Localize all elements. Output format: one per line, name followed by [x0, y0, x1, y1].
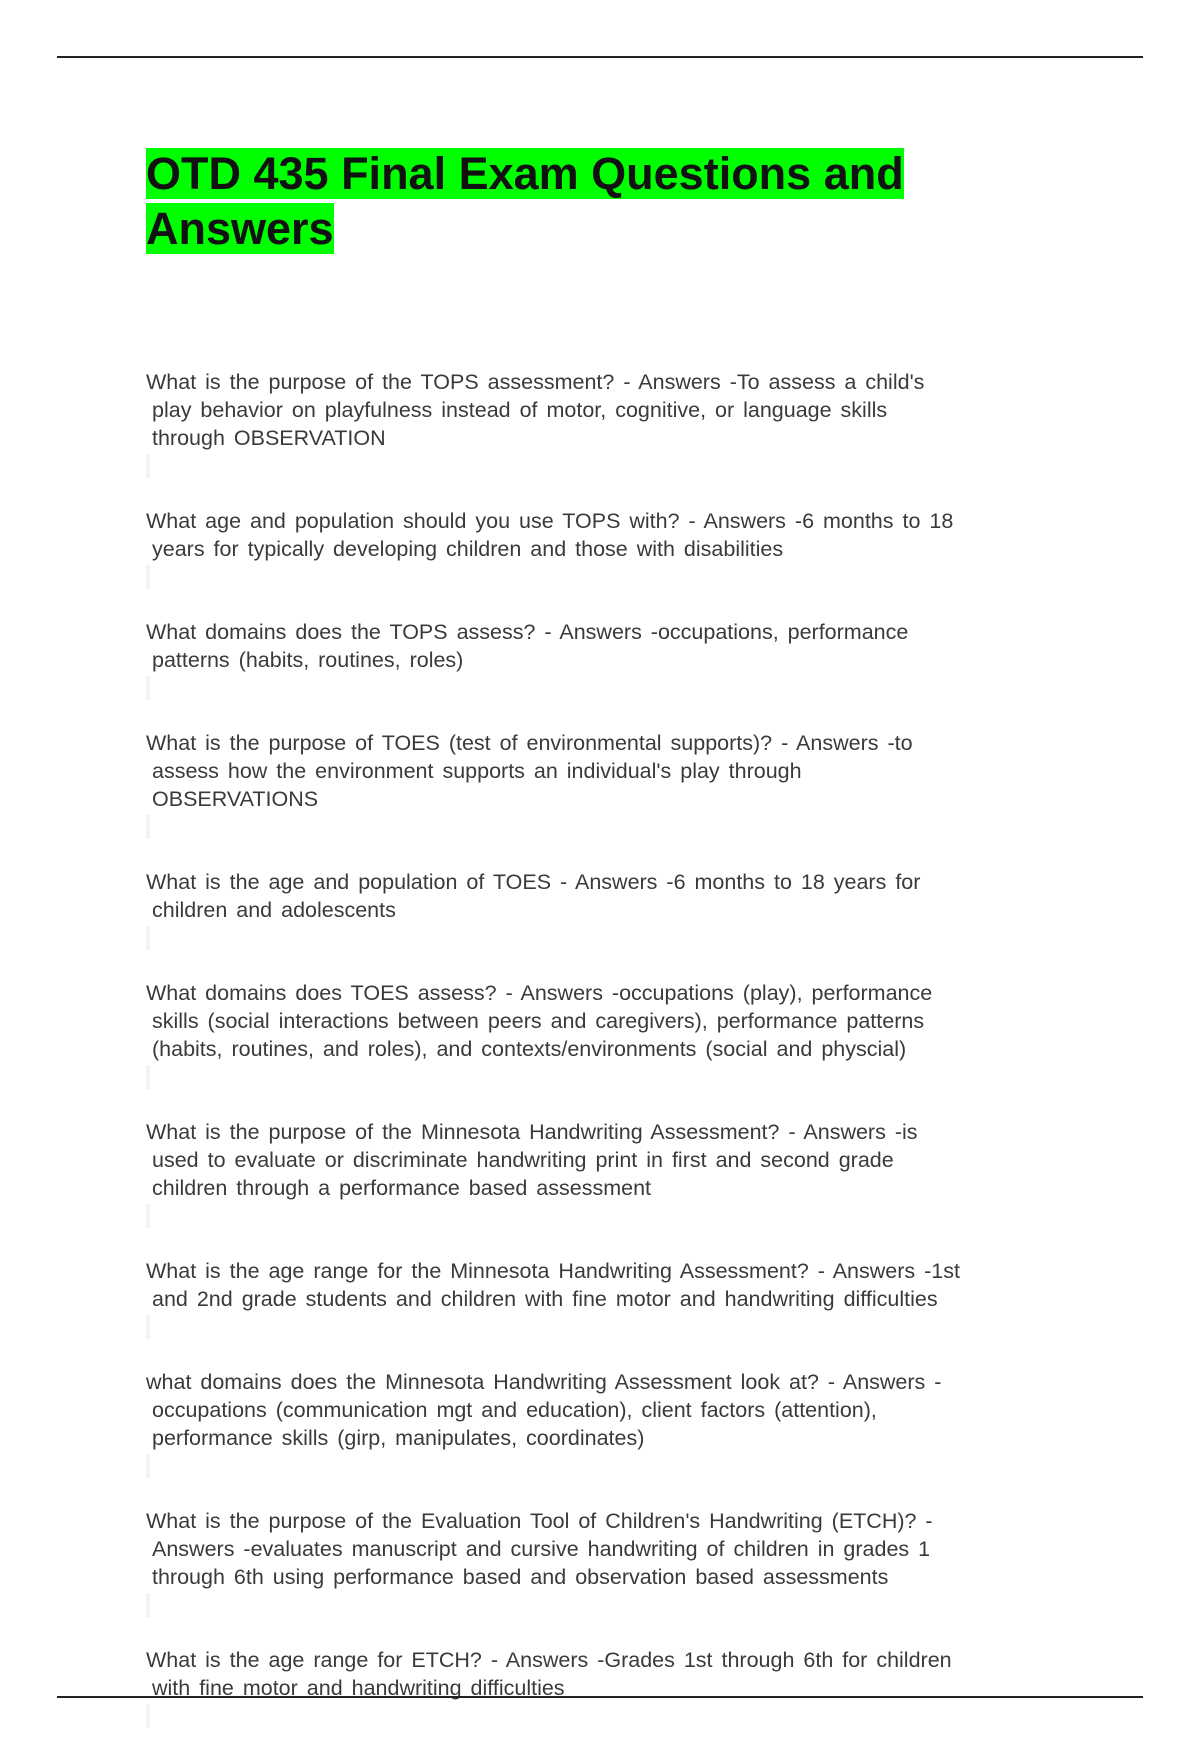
- qa-line: What is the purpose of the Minnesota Handwriting Assessment? - Answers -is: [146, 1120, 918, 1144]
- qa-text: [146, 1507, 1091, 1617]
- qa-item: [146, 1257, 1091, 1341]
- qa-item: [146, 1507, 1091, 1619]
- qa-line: skills (social interactions between peers and caregivers), performance patterns: [152, 1009, 925, 1033]
- qa-line: What is the age range for the Minnesota Handwriting Assessment? - Answers -1st: [146, 1259, 960, 1283]
- qa-item: [146, 1646, 1091, 1730]
- document-title-text: OTD 435 Final Exam Questions and Answers: [146, 148, 904, 254]
- qa-item: [146, 1368, 1091, 1480]
- qa-line: What is the age range for ETCH? - Answers -Grades 1st through 6th for children: [146, 1648, 952, 1672]
- qa-line: children and adolescents: [152, 898, 396, 922]
- qa-text: [146, 1368, 1091, 1478]
- document-title: [146, 146, 976, 256]
- qa-line: performance skills (girp, manipulates, coordinates): [152, 1426, 645, 1450]
- qa-text: [146, 507, 1091, 589]
- qa-line: What domains does the TOPS assess? - Answers -occupations, performance: [146, 620, 909, 644]
- qa-line: years for typically developing children and those with disabilities: [152, 537, 784, 561]
- footer-divider: [57, 1696, 1143, 1698]
- qa-line: occupations (communication mgt and education), client factors (attention),: [152, 1398, 877, 1422]
- qa-line: what domains does the Minnesota Handwriting Assessment look at? - Answers -: [146, 1370, 942, 1394]
- qa-line: and 2nd grade students and children with fine motor and handwriting difficulties: [152, 1287, 938, 1311]
- qa-item: [146, 368, 1091, 480]
- qa-list: [146, 368, 1091, 1757]
- header-divider: [57, 56, 1143, 58]
- qa-text: [146, 368, 1091, 478]
- qa-line: through 6th using performance based and observation based assessments: [152, 1565, 889, 1589]
- qa-text: [146, 868, 1091, 950]
- qa-text: [146, 1646, 1091, 1728]
- qa-line: What is the purpose of the TOPS assessment? - Answers -To assess a child's: [146, 370, 925, 394]
- qa-text: [146, 618, 1091, 700]
- qa-line: What is the age and population of TOES - Answers -6 months to 18 years for: [146, 870, 921, 894]
- qa-text: [146, 1257, 1091, 1339]
- qa-line: What age and population should you use TOPS with? - Answers -6 months to 18: [146, 509, 954, 533]
- qa-line: patterns (habits, routines, roles): [152, 648, 464, 672]
- qa-line: (habits, routines, and roles), and contexts/environments (social and physcial): [152, 1037, 907, 1061]
- qa-line: Answers -evaluates manuscript and cursive handwriting of children in grades 1: [152, 1537, 931, 1561]
- qa-line: play behavior on playfulness instead of motor, cognitive, or language skills: [152, 398, 888, 422]
- qa-item: [146, 507, 1091, 591]
- qa-item: [146, 868, 1091, 952]
- qa-line: with fine motor and handwriting difficulties: [152, 1676, 565, 1700]
- qa-line: What is the purpose of the Evaluation Tool of Children's Handwriting (ETCH)? -: [146, 1509, 933, 1533]
- qa-item: [146, 618, 1091, 702]
- qa-line: assess how the environment supports an individual's play through: [152, 759, 802, 783]
- qa-line: used to evaluate or discriminate handwriting print in first and second grade: [152, 1148, 894, 1172]
- qa-line: through OBSERVATION: [152, 426, 386, 450]
- qa-text: [146, 729, 1091, 839]
- qa-line: children through a performance based assessment: [152, 1176, 652, 1200]
- qa-item: [146, 979, 1091, 1091]
- qa-item: [146, 729, 1091, 841]
- qa-line: What is the purpose of TOES (test of environmental supports)? - Answers -to: [146, 731, 913, 755]
- qa-text: [146, 979, 1091, 1089]
- qa-line: What domains does TOES assess? - Answers -occupations (play), performance: [146, 981, 933, 1005]
- qa-text: [146, 1118, 1091, 1228]
- qa-line: OBSERVATIONS: [152, 787, 319, 811]
- qa-item: [146, 1118, 1091, 1230]
